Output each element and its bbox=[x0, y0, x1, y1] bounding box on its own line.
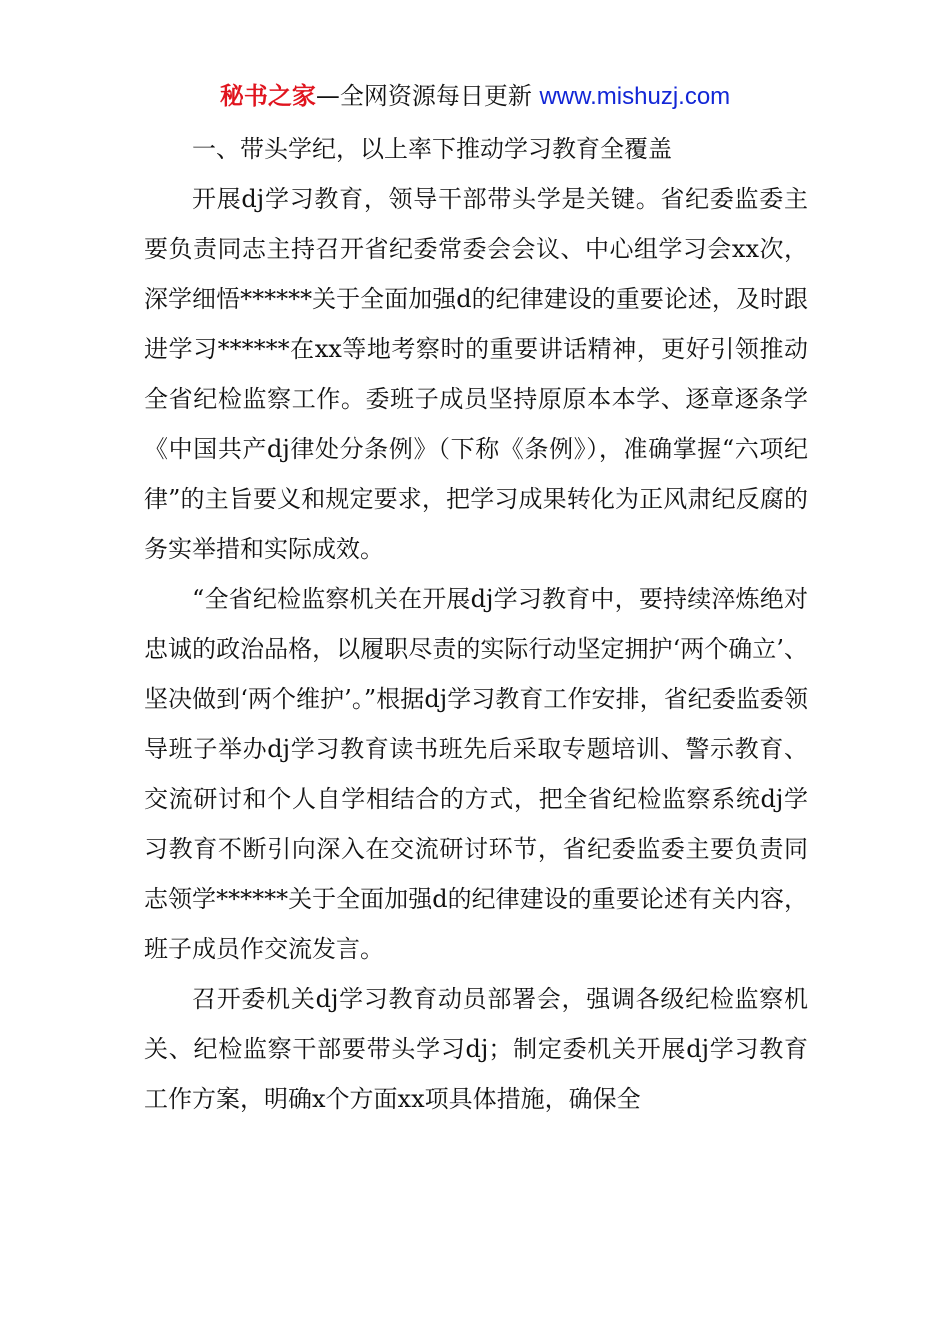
paragraph-3: 召开委机关dj学习教育动员部署会，强调各级纪检监察机关、纪检监察干部要带头学习dj；制定委机关开展dj学习教育工作方案，明确x个方面xx项具体措施，确保全 bbox=[144, 985, 808, 1113]
site-header bbox=[0, 78, 950, 115]
paragraph-1: 开展dj学习教育，领导干部带头学是关键。省纪委监委主要负责同志主持召开省纪委常委会会议、中心组学习会xx次，深学细悟******关于全面加强d的纪律建设的重要论述，及时跟进学习******在xx等地考察时的重要讲话精神，更好引领推动全省纪检监察工作。委班子成员坚持原原本本学、逐章逐条学《中国共产dj律处分条例》（下称《条例》），准确掌握“六项纪律”的主旨要义和规定要求，把学习成果转化为正风肃纪反腐的务实举措和实际成效。 bbox=[144, 185, 808, 563]
header-tagline: —全网资源每日更新 bbox=[315, 82, 540, 110]
document-body bbox=[144, 124, 808, 1124]
site-url[interactable]: www.mishuzj.com bbox=[539, 83, 731, 110]
paragraph-2: “全省纪检监察机关在开展dj学习教育中，要持续淬炼绝对忠诚的政治品格，以履职尽责的实际行动坚定拥护‘两个确立’、坚决做到‘两个维护’。”根据dj学习教育工作安排，省纪委监委领导班子举办dj学习教育读书班先后采取专题培训、警示教育、交流研讨和个人自学相结合的方式，把全省纪检监察系统dj学习教育不断引向深入在交流研讨环节，省纪委监委主要负责同志领学******关于全面加强d的纪律建设的重要论述有关内容，班子成员作交流发言。 bbox=[144, 585, 808, 963]
brand-name: 秘书之家 bbox=[219, 82, 316, 110]
section-heading: 一、带头学纪，以上率下推动学习教育全覆盖 bbox=[192, 135, 672, 163]
